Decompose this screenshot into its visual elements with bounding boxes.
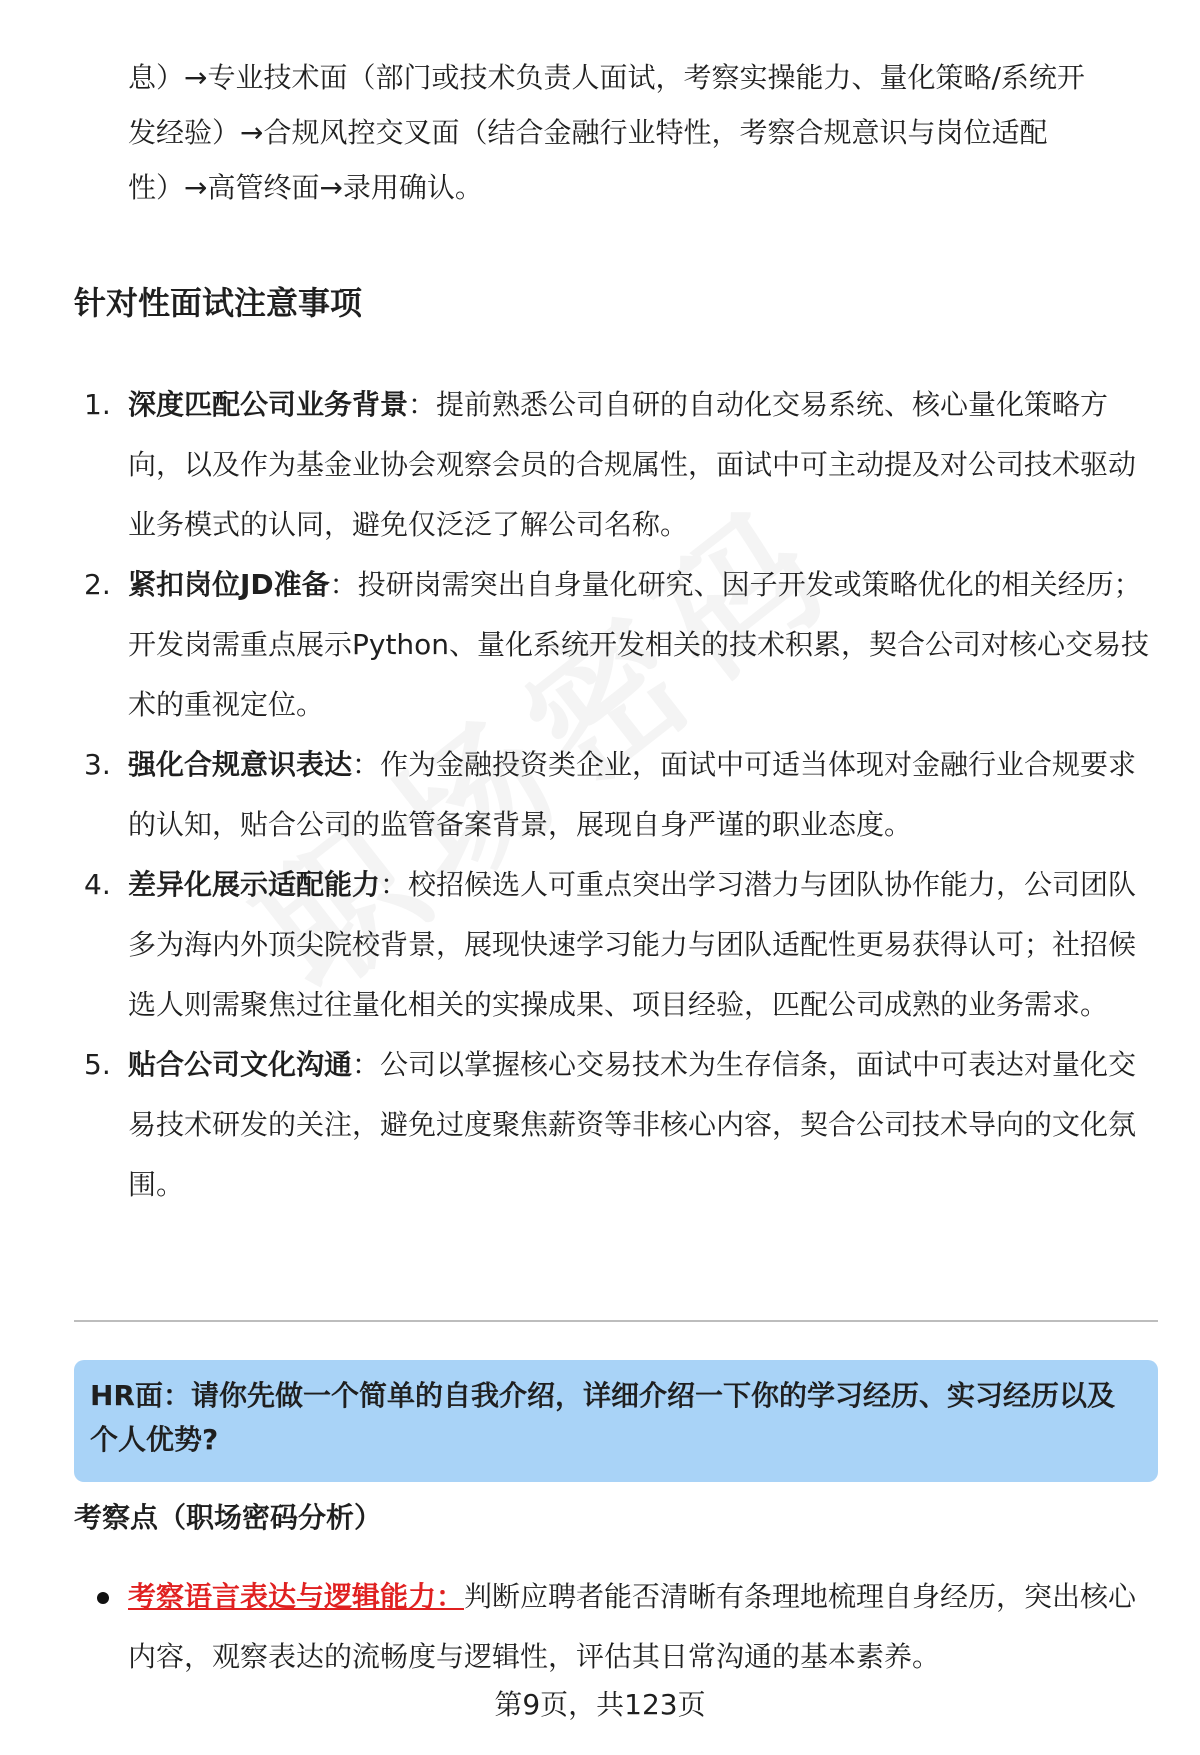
note-title: 贴合公司文化沟通 (128, 1048, 353, 1081)
note-title: 紧扣岗位JD准备 (128, 568, 330, 601)
note-text: ：提前熟悉公司自研的自动化交易系统、核心量化策略方向，以及作为基金业协会观察会员的合规属性，面试中可主动提及对公司技术驱动业务模式的认同，避免仅泛泛了解公司名称。 (128, 388, 1137, 541)
intro-line-2: 发经验）→合规风控交叉面（结合金融行业特性，考察合规意识与岗位适配 (128, 116, 1048, 149)
note-title: 深度匹配公司业务背景 (128, 388, 409, 421)
note-title: 强化合规意识表达 (128, 748, 353, 781)
note-item (0, 855, 1158, 1035)
points-list (0, 1567, 1200, 1687)
bullet-dot-icon (97, 1592, 109, 1604)
intro-line-3: 性）→高管终面→录用确认。 (128, 171, 483, 204)
note-text: ：投研岗需突出自身量化研究、因子开发或策略优化的相关经历；开发岗需重点展示Python、量化系统开发相关的技术积累，契合公司对核心交易技术的重视定位。 (128, 568, 1150, 721)
section-title: 针对性面试注意事项 (74, 284, 363, 322)
notes-list (0, 375, 1200, 1215)
point-item (0, 1567, 1158, 1687)
question-box: HR面：请你先做一个简单的自我介绍，详细介绍一下你的学习经历、实习经历以及个人优势? (74, 1360, 1158, 1482)
note-item (0, 375, 1158, 555)
note-text: ：校招候选人可重点突出学习潜力与团队协作能力，公司团队多为海内外顶尖院校背景，展现快速学习能力与团队适配性更易获得认可；社招候选人则需聚焦过往量化相关的实操成果、项目经验，匹配公司成熟的业务需求。 (128, 868, 1137, 1021)
analysis-title: 考察点（职场密码分析） (74, 1501, 383, 1534)
note-title: 差异化展示适配能力 (128, 868, 381, 901)
note-item (0, 1035, 1158, 1215)
section-divider (74, 1320, 1158, 1322)
intro-line-1: 息）→专业技术面（部门或技术负责人面试，考察实操能力、量化策略/系统开 (128, 61, 1085, 94)
note-number: 5. (84, 1048, 111, 1081)
note-number: 1. (84, 388, 111, 421)
note-text: ：作为金融投资类企业，面试中可适当体现对金融行业合规要求的认知，贴合公司的监管备案背景，展现自身严谨的职业态度。 (128, 748, 1137, 841)
point-text: 判断应聘者能否清晰有条理地梳理自身经历，突出核心内容，观察表达的流畅度与逻辑性，评估其日常沟通的基本素养。 (128, 1580, 1137, 1673)
note-number: 4. (84, 868, 111, 901)
note-item (0, 555, 1158, 735)
note-number: 2. (84, 568, 111, 601)
note-item (0, 735, 1158, 855)
page-footer: 第9页，共123页 (494, 1688, 706, 1721)
note-number: 3. (84, 748, 111, 781)
note-text: ：公司以掌握核心交易技术为生存信条，面试中可表达对量化交易技术研发的关注，避免过度聚焦薪资等非核心内容，契合公司技术导向的文化氛围。 (128, 1048, 1137, 1201)
point-title: 考察语言表达与逻辑能力： (128, 1580, 465, 1613)
